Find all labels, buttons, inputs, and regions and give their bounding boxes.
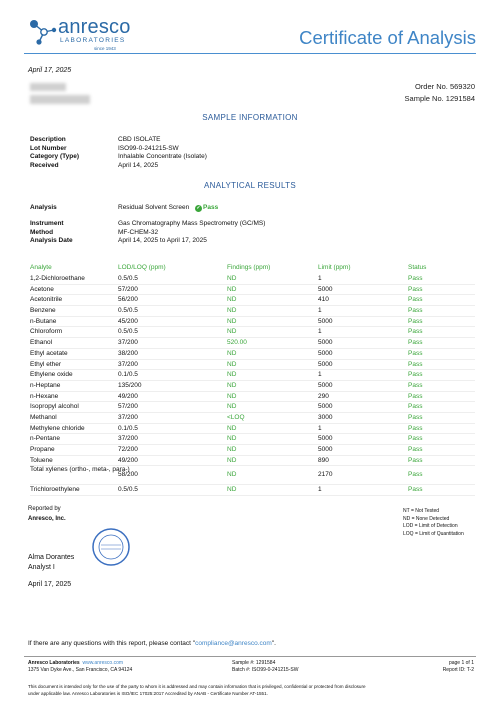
footer-divider xyxy=(24,656,476,657)
limit-cell: 1 xyxy=(318,328,322,336)
limit-cell: 5000 xyxy=(318,403,333,411)
lod-loq-cell: 37/200 xyxy=(118,339,138,347)
limit-cell: 1 xyxy=(318,486,322,494)
check-icon: ✓ xyxy=(196,205,201,211)
lod-loq-cell: 37/200 xyxy=(118,435,138,443)
analyte-cell: Acetone xyxy=(30,285,54,293)
column-header: LOD/LOQ (ppm) xyxy=(118,264,166,271)
redacted-client-line-2 xyxy=(30,95,90,104)
molecule-logo-icon xyxy=(24,14,58,48)
table-row xyxy=(30,381,475,392)
status-cell: Pass xyxy=(408,471,423,479)
analytical-results-heading: ANALYTICAL RESULTS xyxy=(204,181,296,190)
table-row xyxy=(30,317,475,328)
status-cell: Pass xyxy=(408,381,423,389)
analyte-cell: Chloroform xyxy=(30,328,63,336)
status-cell: Pass xyxy=(408,435,423,443)
limit-cell: 410 xyxy=(318,296,329,304)
status-cell: Pass xyxy=(408,392,423,400)
table-row xyxy=(30,349,475,360)
lod-loq-cell: 49/200 xyxy=(118,456,138,464)
signoff-date: April 17, 2025 xyxy=(28,581,72,588)
findings-cell: ND xyxy=(227,456,237,464)
table-row xyxy=(30,456,475,467)
brand-name: anresco xyxy=(58,16,131,38)
analyte-cell: n-Pentane xyxy=(30,435,60,443)
analysis-label: Analysis xyxy=(30,204,57,211)
limit-cell: 5000 xyxy=(318,339,333,347)
lod-loq-cell: 49/200 xyxy=(118,392,138,400)
lod-loq-cell: 58/200 xyxy=(118,471,138,479)
limit-cell: 5000 xyxy=(318,446,333,453)
results-table-body xyxy=(30,274,475,496)
analysis-value-wrap xyxy=(118,204,218,213)
findings-cell: ND xyxy=(227,471,237,479)
lod-loq-cell: 0.1/0.5 xyxy=(118,371,138,379)
info-label: Method xyxy=(30,228,54,236)
lod-loq-cell: 57/200 xyxy=(118,403,138,411)
status-cell: Pass xyxy=(408,413,423,421)
column-header: Findings (ppm) xyxy=(227,264,271,271)
limit-cell: 290 xyxy=(318,392,329,400)
limit-cell: 5000 xyxy=(318,435,333,443)
brand-since: since 1943 xyxy=(94,46,116,51)
analyte-cell: n-Heptane xyxy=(30,381,61,389)
table-row xyxy=(30,466,475,485)
lod-loq-cell: 38/200 xyxy=(118,349,138,357)
order-number: Order No. 569320 xyxy=(414,82,475,91)
analysis-status xyxy=(195,204,218,213)
info-label: Lot Number xyxy=(30,144,67,152)
analysis-row xyxy=(30,204,330,216)
limit-cell: 5000 xyxy=(318,317,333,325)
status-cell: Pass xyxy=(408,424,423,432)
status-cell: Pass xyxy=(408,403,423,411)
findings-cell: ND xyxy=(227,317,237,325)
status-cell: Pass xyxy=(408,317,423,325)
lod-loq-cell: 0.5/0.5 xyxy=(118,486,138,494)
table-row xyxy=(30,434,475,445)
analyte-cell: Ethyl acetate xyxy=(30,349,68,357)
analyte-cell: Toluene xyxy=(30,456,53,464)
analyte-cell: Ethanol xyxy=(30,339,53,347)
anresco-logo xyxy=(24,14,134,56)
footer-page-block xyxy=(443,660,474,674)
lod-loq-cell: 45/200 xyxy=(118,317,138,325)
table-row xyxy=(30,392,475,403)
findings-cell: ND xyxy=(227,275,237,282)
findings-cell: ND xyxy=(227,349,237,357)
signature-seal xyxy=(92,528,130,566)
footer-sample-block xyxy=(232,660,298,674)
findings-cell: ND xyxy=(227,371,237,379)
findings-cell: ND xyxy=(227,285,237,293)
analyte-cell: Acetonitrile xyxy=(30,296,63,304)
analyte-cell: 1,2-Dichloroethane xyxy=(30,275,85,282)
table-row xyxy=(30,370,475,381)
analyte-cell: Methanol xyxy=(30,413,57,421)
results-table xyxy=(30,264,475,496)
table-row xyxy=(30,327,475,338)
analyte-cell: n-Butane xyxy=(30,317,57,325)
limit-cell: 1 xyxy=(318,275,322,282)
redacted-client-line-1 xyxy=(30,83,66,91)
status-cell: Pass xyxy=(408,275,423,282)
lod-loq-cell: 37/200 xyxy=(118,360,138,368)
info-value: Gas Chromatography Mass Spectrometry (GC/MS) xyxy=(118,220,266,227)
status-cell: Pass xyxy=(408,296,423,304)
limit-cell: 2170 xyxy=(318,471,333,479)
table-row xyxy=(30,485,475,496)
info-value: April 14, 2025 to April 17, 2025 xyxy=(118,237,207,244)
info-value: April 14, 2025 xyxy=(118,161,159,169)
table-row xyxy=(30,360,475,371)
table-row xyxy=(30,413,475,424)
results-table-header xyxy=(30,264,475,274)
info-value: CBD ISOLATE xyxy=(118,136,161,143)
analyte-cell: Ethylene oxide xyxy=(30,371,73,379)
footer-website-link[interactable]: www.anresco.com xyxy=(82,660,124,666)
status-cell: Pass xyxy=(408,371,423,379)
status-cell: Pass xyxy=(408,339,423,347)
analyte-cell: Total xylenes (ortho-, meta-, para-) xyxy=(30,466,130,474)
limit-cell: 1 xyxy=(318,424,322,432)
lod-loq-cell: 0.5/0.5 xyxy=(118,275,138,282)
findings-cell: ND xyxy=(227,435,237,443)
analysis-status-label: Pass xyxy=(203,204,219,211)
lod-loq-cell: 57/200 xyxy=(118,285,138,293)
analyst-name: Alma Dorantes xyxy=(28,554,75,561)
reported-by-label: Reported by xyxy=(28,506,61,512)
sample-number: Sample No. 1291584 xyxy=(404,94,475,103)
column-header: Limit (ppm) xyxy=(318,264,351,271)
order-numbers xyxy=(405,81,475,105)
status-cell: Pass xyxy=(408,328,423,336)
table-row xyxy=(30,274,475,285)
disclaimer-line: under applicable law. Anresco Laboratories is ISO/IEC 17025:2017 Accredited by ANAB - Certificate Number AT-1551. xyxy=(28,690,268,696)
lod-loq-cell: 0.5/0.5 xyxy=(118,307,138,315)
analyte-cell: n-Hexane xyxy=(30,392,59,400)
lod-loq-cell: 0.5/0.5 xyxy=(118,328,138,336)
findings-cell: ND xyxy=(227,328,237,336)
analyte-cell: Benzene xyxy=(30,307,56,315)
lod-loq-cell: 72/200 xyxy=(118,446,138,453)
footer-batch: Batch #: ISO99-0-241215-SW xyxy=(232,667,299,673)
footer-address-block xyxy=(28,660,132,674)
findings-cell: ND xyxy=(227,307,237,315)
lod-loq-cell: 135/200 xyxy=(118,381,142,389)
status-cell: Pass xyxy=(408,349,423,357)
table-row xyxy=(30,338,475,349)
abbreviation-legend xyxy=(403,508,464,538)
analyte-cell: Isopropyl alcohol xyxy=(30,403,79,411)
findings-cell: ND xyxy=(227,381,237,389)
findings-cell: ND xyxy=(227,360,237,368)
info-label: Analysis Date xyxy=(30,237,73,244)
status-cell: Pass xyxy=(408,456,423,464)
limit-cell: 890 xyxy=(318,456,329,464)
legend-item: LOD = Limit of Detection xyxy=(403,523,458,529)
limit-cell: 5000 xyxy=(318,349,333,357)
column-header: Status xyxy=(408,264,427,271)
limit-cell: 5000 xyxy=(318,381,333,389)
status-cell: Pass xyxy=(408,446,423,453)
footer-report-id: Report ID: T-2 xyxy=(442,667,474,673)
table-row xyxy=(30,424,475,435)
limit-cell: 5000 xyxy=(318,285,333,293)
lod-loq-cell: 56/200 xyxy=(118,296,138,304)
limit-cell: 5000 xyxy=(318,360,333,368)
reporting-company: Anresco, Inc. xyxy=(28,516,66,522)
info-value: Inhalable Concentrate (Isolate) xyxy=(118,153,207,160)
findings-cell: ND xyxy=(227,392,237,400)
status-cell: Pass xyxy=(408,307,423,315)
lod-loq-cell: 0.1/0.5 xyxy=(118,424,138,432)
report-date: April 17, 2025 xyxy=(28,67,72,74)
legend-item: NT = Not Tested xyxy=(403,508,440,514)
info-label: Instrument xyxy=(30,220,64,227)
legend-item: ND = None Detected xyxy=(403,515,450,522)
limit-cell: 1 xyxy=(318,307,322,315)
analyte-cell: Propane xyxy=(30,446,55,453)
footer-page: page 1 of 1 xyxy=(448,660,474,666)
info-label: Category (Type) xyxy=(30,153,79,160)
status-cell: Pass xyxy=(408,360,423,368)
findings-cell: ND xyxy=(227,403,237,411)
footer-company: Anresco Laboratories xyxy=(28,660,80,666)
title-divider xyxy=(24,53,476,54)
info-value: MF-CHEM-32 xyxy=(118,228,159,236)
disclaimer-line: This document is intended only for the use of the party to whom it is addressed and may contain information that is privileged, confidential or protected from disclosure xyxy=(28,684,366,689)
analyte-cell: Ethyl ether xyxy=(30,360,62,368)
info-value: ISO99-0-241215-SW xyxy=(118,144,179,152)
column-header: Analyte xyxy=(30,264,52,271)
findings-cell: <LOQ xyxy=(227,413,245,421)
sample-information-heading: SAMPLE INFORMATION xyxy=(202,113,298,122)
footer-address: 1375 Van Dyke Ave., San Francisco, CA 94124 xyxy=(28,667,133,673)
table-row xyxy=(30,306,475,317)
findings-cell: 520.00 xyxy=(227,339,247,347)
table-row xyxy=(30,295,475,306)
findings-cell: ND xyxy=(227,446,237,453)
document-title: Certificate of Analysis xyxy=(299,27,476,48)
table-row xyxy=(30,285,475,296)
info-label: Received xyxy=(30,161,59,169)
analyte-cell: Trichloroethylene xyxy=(30,486,80,494)
findings-cell: ND xyxy=(227,486,237,494)
table-row xyxy=(30,445,475,456)
findings-cell: ND xyxy=(227,424,237,432)
lod-loq-cell: 37/200 xyxy=(118,413,138,421)
contact-line xyxy=(28,640,276,647)
limit-cell: 1 xyxy=(318,371,322,379)
table-row xyxy=(30,402,475,413)
contact-email-link[interactable]: compliance@anresco.com xyxy=(195,640,272,647)
footer-disclaimer xyxy=(28,684,366,697)
analyte-cell: Methylene chloride xyxy=(30,424,85,432)
status-cell: Pass xyxy=(408,285,423,293)
status-cell: Pass xyxy=(408,486,423,494)
contact-prefix: If there are any questions with this report, please contact " xyxy=(28,640,196,647)
info-label: Description xyxy=(30,136,66,143)
legend-item: LOQ = Limit of Quantitation xyxy=(403,530,464,537)
footer-sample: Sample #: 1291584 xyxy=(232,660,276,666)
brand-subtitle: LABORATORIES xyxy=(60,37,126,44)
findings-cell: ND xyxy=(227,296,237,304)
analysis-value: Residual Solvent Screen xyxy=(118,204,190,211)
analyst-role: Analyst I xyxy=(28,564,55,571)
limit-cell: 3000 xyxy=(318,413,333,421)
contact-suffix: ". xyxy=(271,640,276,647)
